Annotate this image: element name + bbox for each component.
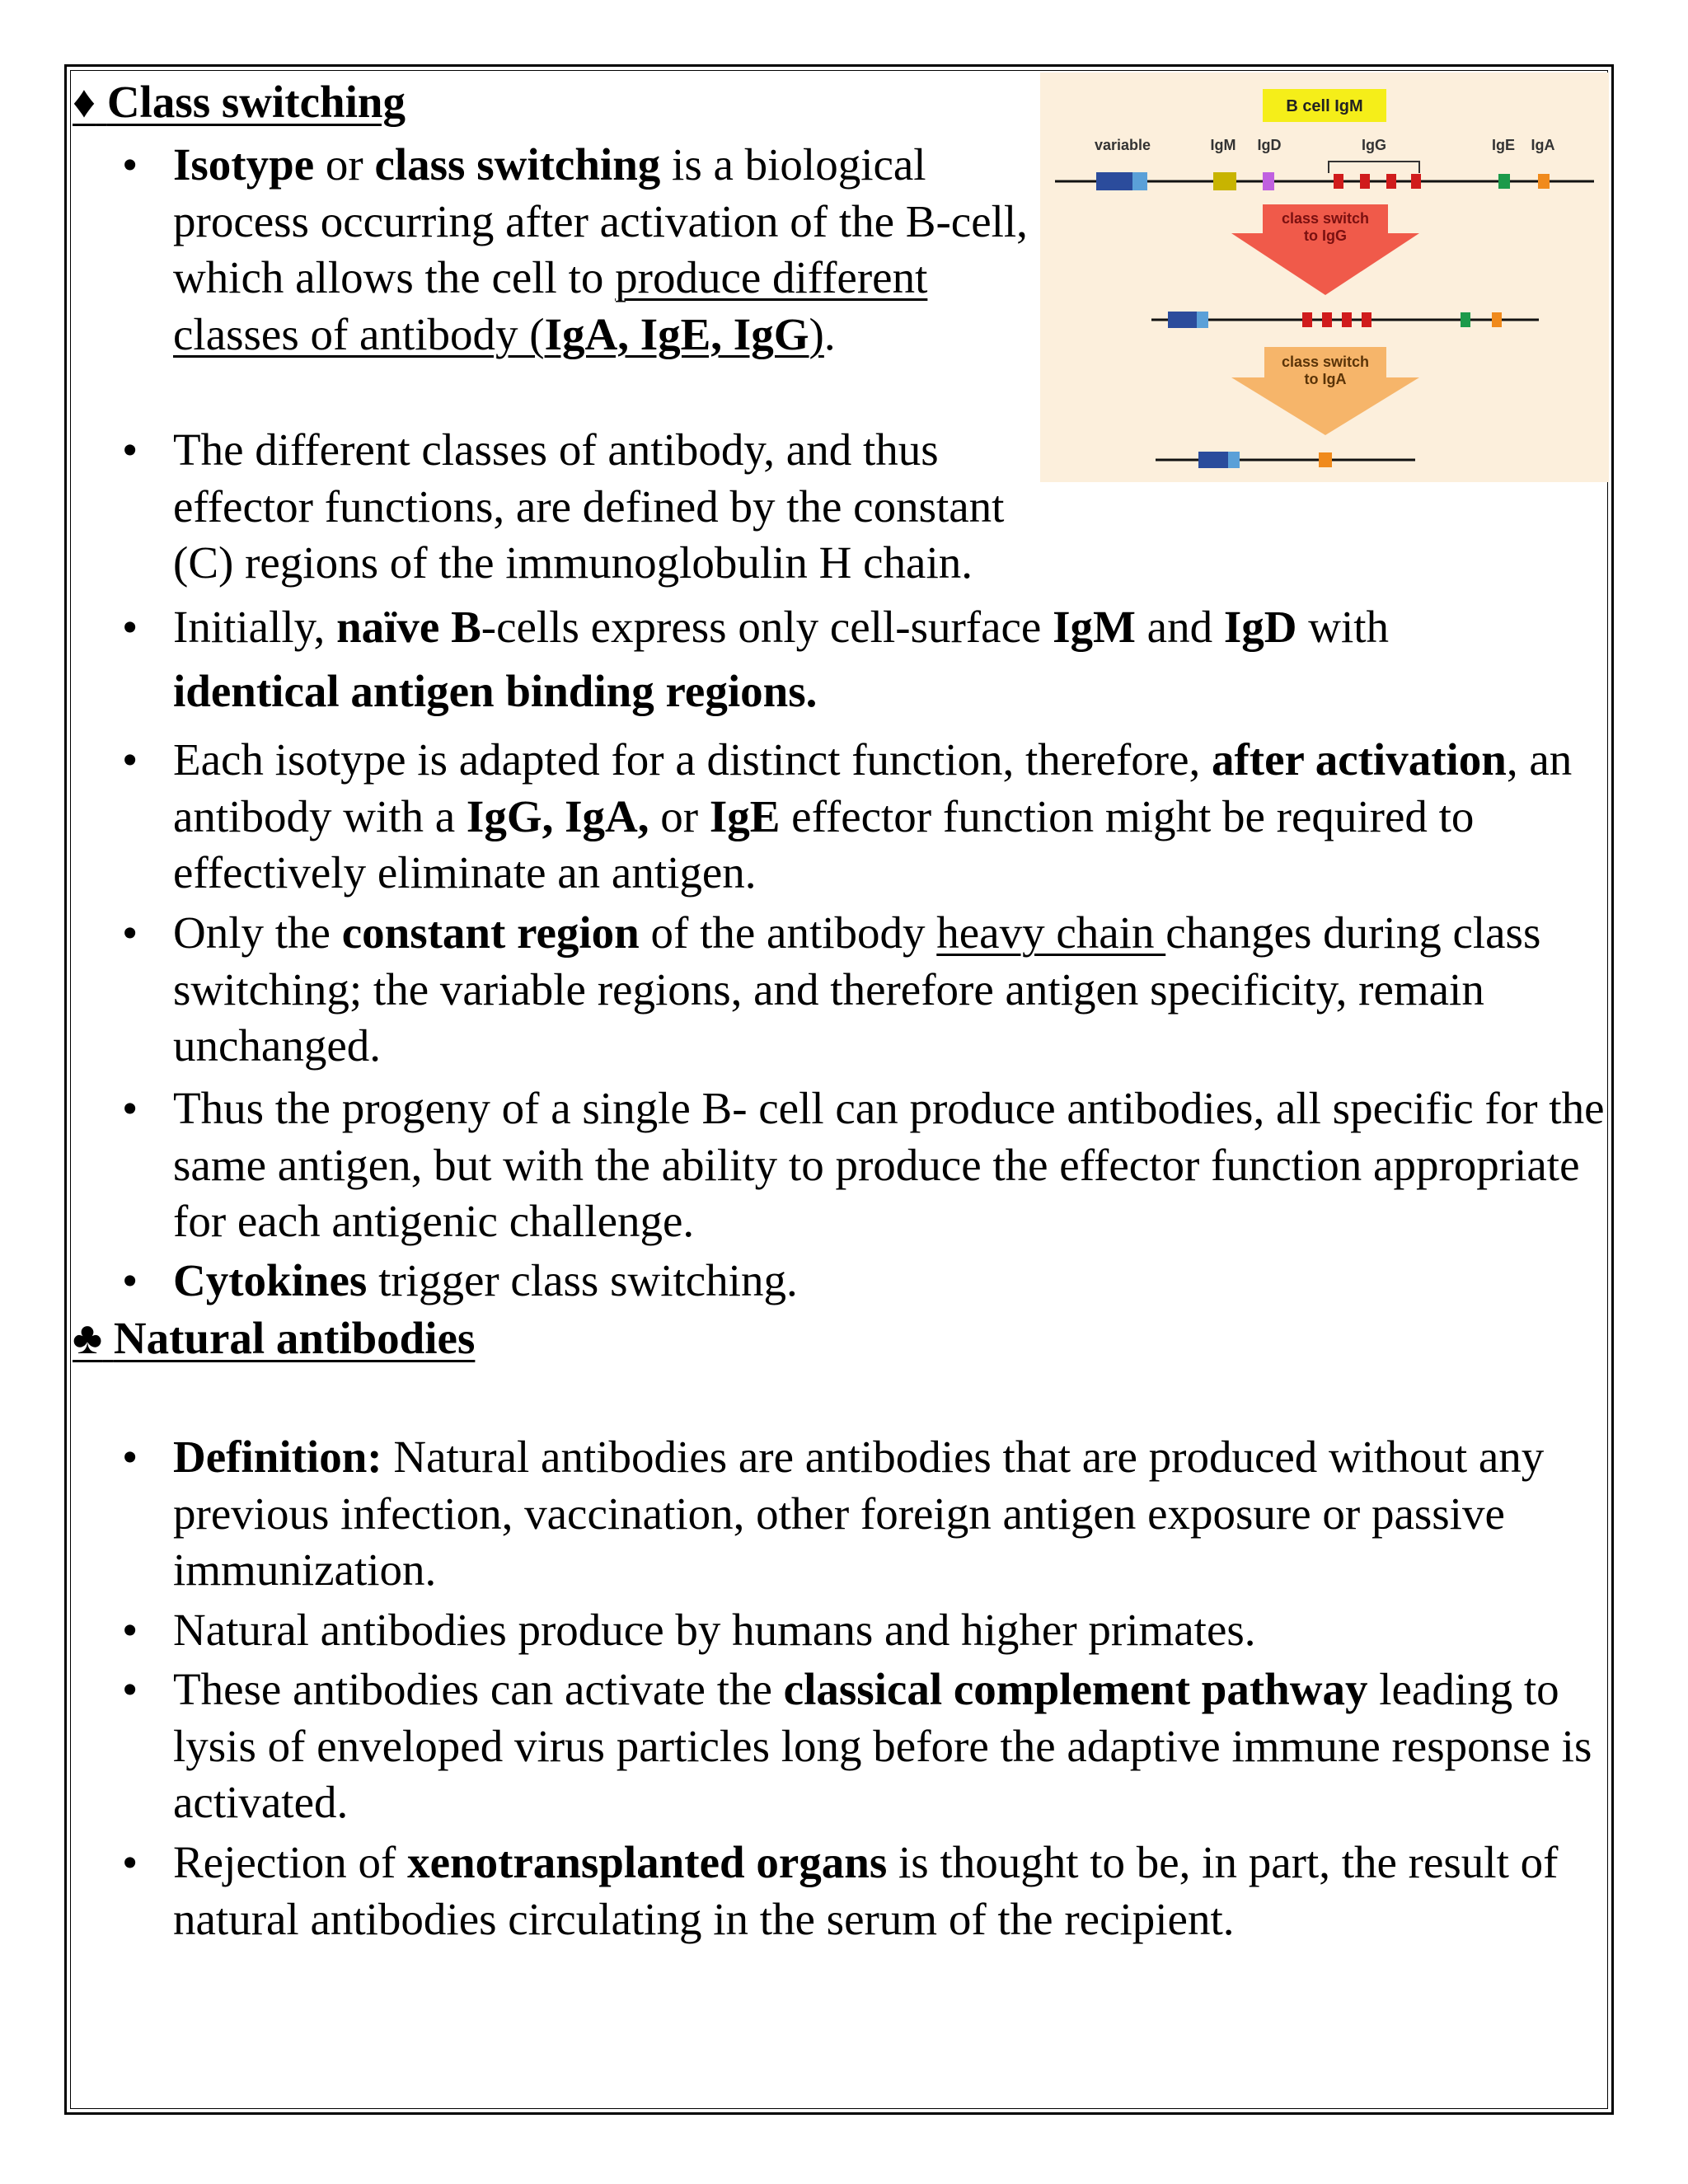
label-igd: IgD	[1257, 137, 1282, 153]
bullet-humans-primates: • Natural antibodies produce by humans and higher primates.	[173, 1602, 1607, 1659]
bullet-isotype: • Isotype or class switching is a biological process occurring after activation of the B-cell, which allows the cell to produce different classes of antibody (IgA, IgE, IgG).	[173, 137, 1030, 363]
svg-text:class switch: class switch	[1281, 354, 1370, 370]
bullet-naive-bcells: • Initially, naïve B-cells express only cell-surface IgM and IgD with identical antigen binding regions.	[173, 595, 1607, 724]
diagram-title: B cell IgM	[1286, 97, 1363, 115]
bullet-progeny: • Thus the progeny of a single B- cell can produce antibodies, all specific for the same antigen, but with the ability to produce the effector function appropriate for each antigenic challenge.	[173, 1080, 1607, 1250]
igm-segment	[1213, 172, 1236, 190]
class-switch-diagram	[1040, 73, 1609, 482]
bullet-different-classes: • The different classes of antibody, and thus effector functions, are defined by the constant (C) regions of the immunoglobulin H chain.	[173, 422, 1030, 592]
iga-segment	[1538, 174, 1550, 189]
club-icon: ♣	[73, 1313, 103, 1363]
bullet-definition: • Definition: Natural antibodies are antibodies that are produced without any previous infection, vaccination, other foreign antigen exposure or passive immunization.	[173, 1429, 1607, 1599]
svg-text:to IgA: to IgA	[1304, 371, 1347, 387]
bullet-isotype-function: • Each isotype is adapted for a distinct function, therefore, after activation, an antibody with a IgG, IgA, or IgE effector function might be required to effectively eliminate an antigen.	[173, 732, 1611, 902]
bullet-xenotransplant: • Rejection of xenotransplanted organs is thought to be, in part, the result of natural antibodies circulating in the serum of the recipient.	[173, 1835, 1607, 1947]
heading-class-switching	[73, 76, 406, 129]
ige-segment	[1498, 174, 1510, 189]
bullet-complement-pathway: • These antibodies can activate the classical complement pathway leading to lysis of enveloped virus particles long before the adaptive immune response is activated.	[173, 1661, 1607, 1831]
diamond-icon: ♦	[73, 77, 96, 127]
bullet-cytokines: • Cytokines trigger class switching.	[173, 1253, 1607, 1310]
label-igg: IgG	[1362, 137, 1386, 153]
igg-segment	[1334, 174, 1343, 189]
igg-bracket	[1329, 162, 1419, 173]
heading-natural-antibodies	[73, 1312, 475, 1365]
label-variable: variable	[1094, 137, 1151, 153]
igd-segment	[1263, 172, 1274, 190]
label-ige: IgE	[1491, 137, 1516, 153]
label-iga: IgA	[1531, 137, 1555, 153]
bullet-constant-region: • Only the constant region of the antibody heavy chain changes during class switching; the variable regions, and therefore antigen specificity, remain unchanged.	[173, 905, 1599, 1075]
heading-text: Natural antibodies	[113, 1313, 476, 1363]
svg-text:to IgG: to IgG	[1304, 227, 1347, 244]
svg-text:class switch: class switch	[1281, 210, 1370, 227]
label-igm: IgM	[1210, 137, 1236, 153]
heading-text: Class switching	[106, 77, 406, 127]
